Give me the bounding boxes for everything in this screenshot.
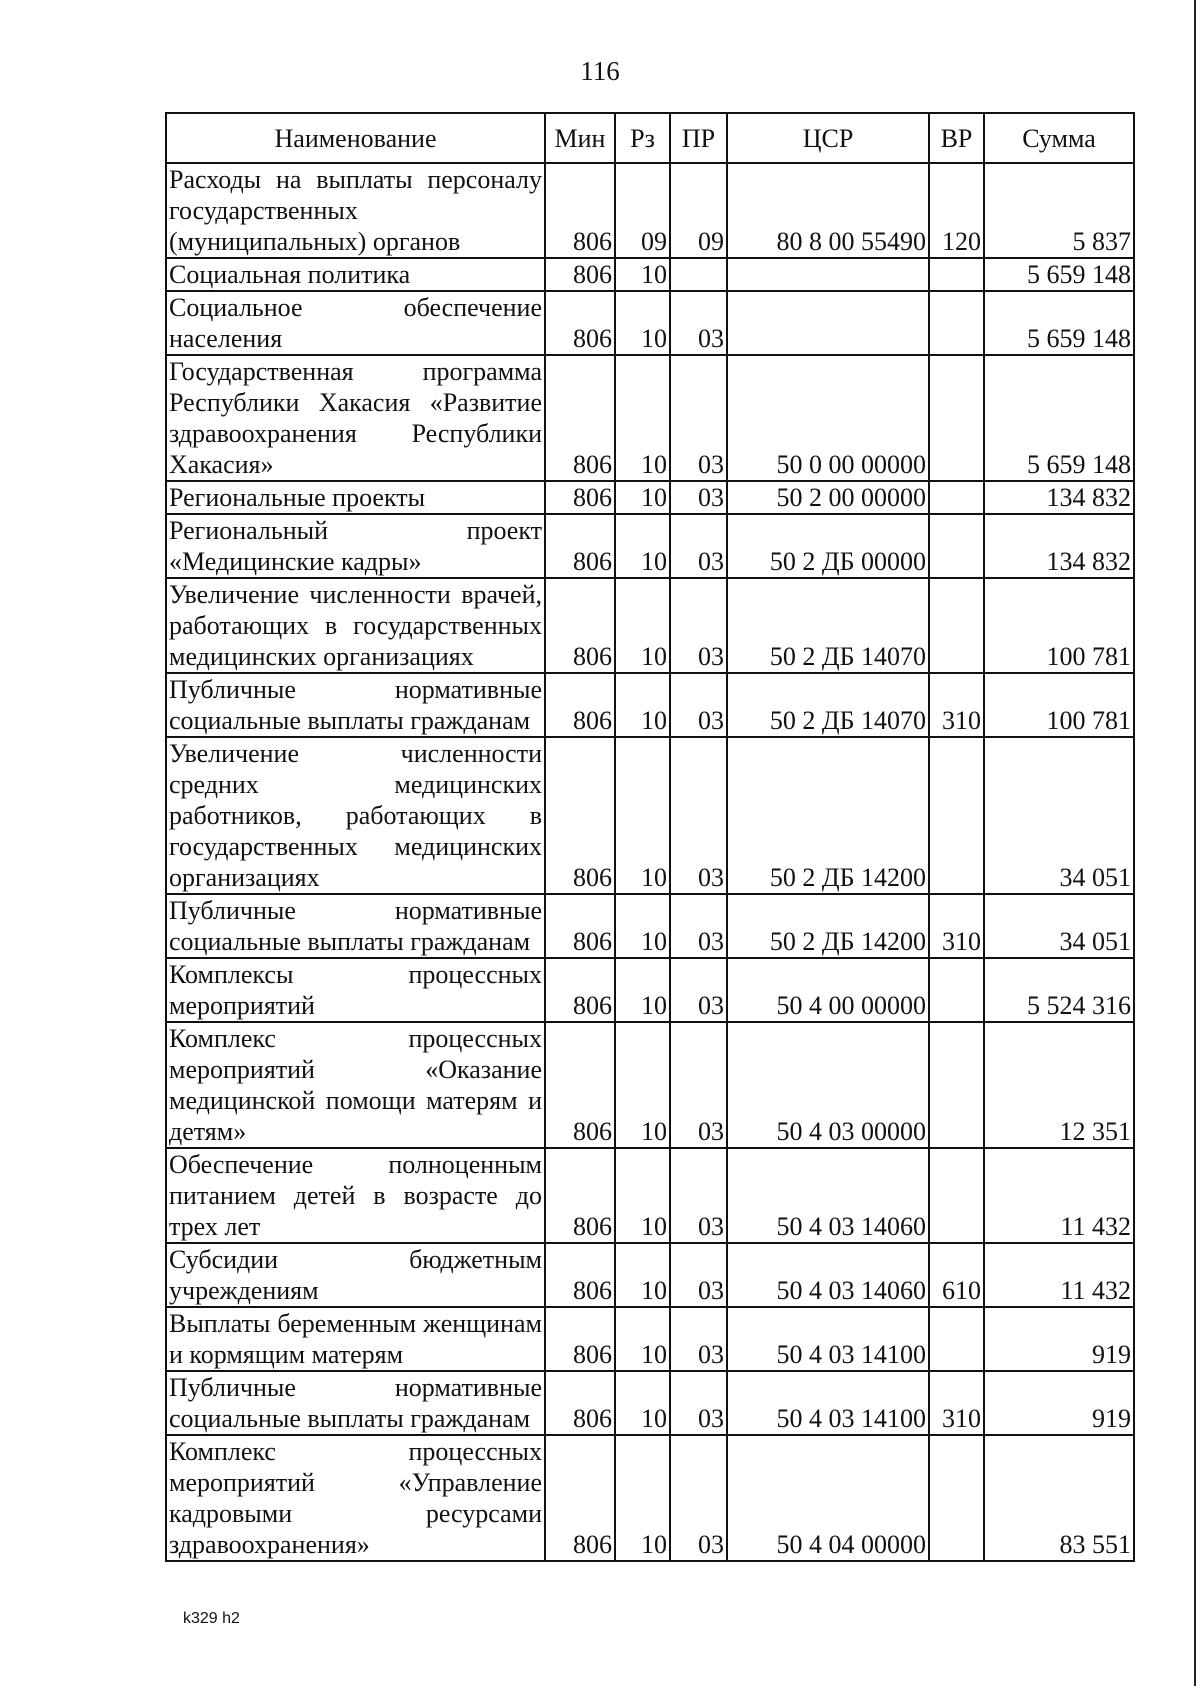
cell-rz: 10 xyxy=(615,291,670,355)
cell-csr: 50 4 03 14060 xyxy=(727,1148,929,1243)
cell-rz: 10 xyxy=(615,673,670,737)
table-row xyxy=(166,737,1134,894)
table-header-row xyxy=(166,113,1134,163)
cell-name: Комплекс процессных мероприятий «Оказание медицинской помощи матерям и детям» xyxy=(166,1022,545,1148)
cell-pr: 03 xyxy=(670,673,727,737)
cell-vr: 310 xyxy=(929,1371,984,1435)
table-row xyxy=(166,481,1134,514)
table-row xyxy=(166,1435,1134,1561)
cell-csr: 50 2 ДБ 14070 xyxy=(727,578,929,673)
cell-pr xyxy=(670,258,727,291)
cell-csr: 50 2 ДБ 14070 xyxy=(727,673,929,737)
cell-rz: 10 xyxy=(615,737,670,894)
cell-csr: 50 2 ДБ 14200 xyxy=(727,894,929,958)
cell-rz: 10 xyxy=(615,1371,670,1435)
footer-code: k329 h2 xyxy=(183,1610,240,1627)
cell-name: Региональные проекты xyxy=(166,481,545,514)
cell-csr xyxy=(727,258,929,291)
cell-vr xyxy=(929,737,984,894)
cell-csr: 50 4 04 00000 xyxy=(727,1435,929,1561)
cell-csr: 50 4 03 14100 xyxy=(727,1307,929,1371)
cell-vr xyxy=(929,1435,984,1561)
cell-min: 806 xyxy=(545,258,615,291)
cell-min: 806 xyxy=(545,894,615,958)
header-vr: ВР xyxy=(929,113,984,163)
cell-vr: 120 xyxy=(929,163,984,258)
cell-rz: 10 xyxy=(615,958,670,1022)
table-row xyxy=(166,258,1134,291)
cell-min: 806 xyxy=(545,163,615,258)
cell-min: 806 xyxy=(545,1371,615,1435)
cell-min: 806 xyxy=(545,1307,615,1371)
page-number: 116 xyxy=(580,56,620,86)
cell-rz: 10 xyxy=(615,258,670,291)
cell-sum: 11 432 xyxy=(984,1148,1134,1243)
cell-name: Социальное обеспечение населения xyxy=(166,291,545,355)
cell-min: 806 xyxy=(545,1435,615,1561)
cell-pr: 03 xyxy=(670,1371,727,1435)
table-row xyxy=(166,1022,1134,1148)
cell-min: 806 xyxy=(545,514,615,578)
cell-csr: 50 0 00 00000 xyxy=(727,355,929,481)
cell-csr: 50 4 03 14060 xyxy=(727,1243,929,1307)
cell-pr: 03 xyxy=(670,514,727,578)
cell-csr xyxy=(727,291,929,355)
cell-vr xyxy=(929,514,984,578)
table-row xyxy=(166,355,1134,481)
cell-name: Государственная программа Республики Хакасия «Развитие здравоохранения Республики Хакасия» xyxy=(166,355,545,481)
cell-min: 806 xyxy=(545,958,615,1022)
cell-name: Выплаты беременным женщинам и кормящим матерям xyxy=(166,1307,545,1371)
cell-name: Комплексы процессных мероприятий xyxy=(166,958,545,1022)
cell-csr: 50 4 03 14100 xyxy=(727,1371,929,1435)
cell-sum: 5 524 316 xyxy=(984,958,1134,1022)
cell-rz: 10 xyxy=(615,1243,670,1307)
cell-sum: 919 xyxy=(984,1307,1134,1371)
cell-name: Публичные нормативные социальные выплаты гражданам xyxy=(166,673,545,737)
cell-sum: 34 051 xyxy=(984,737,1134,894)
cell-vr xyxy=(929,1022,984,1148)
cell-rz: 10 xyxy=(615,514,670,578)
table-row xyxy=(166,1243,1134,1307)
cell-vr: 310 xyxy=(929,673,984,737)
table-row xyxy=(166,673,1134,737)
cell-vr xyxy=(929,291,984,355)
cell-rz: 10 xyxy=(615,894,670,958)
cell-csr: 50 2 ДБ 00000 xyxy=(727,514,929,578)
cell-min: 806 xyxy=(545,673,615,737)
cell-name: Публичные нормативные социальные выплаты гражданам xyxy=(166,1371,545,1435)
cell-rz: 10 xyxy=(615,355,670,481)
cell-name: Региональный проект «Медицинские кадры» xyxy=(166,514,545,578)
cell-min: 806 xyxy=(545,1243,615,1307)
cell-pr: 03 xyxy=(670,1022,727,1148)
cell-csr: 50 4 03 00000 xyxy=(727,1022,929,1148)
cell-sum: 100 781 xyxy=(984,673,1134,737)
cell-rz: 10 xyxy=(615,1435,670,1561)
cell-sum: 11 432 xyxy=(984,1243,1134,1307)
cell-min: 806 xyxy=(545,291,615,355)
cell-csr: 50 2 00 00000 xyxy=(727,481,929,514)
cell-name: Обеспечение полноценным питанием детей в возрасте до трех лет xyxy=(166,1148,545,1243)
cell-min: 806 xyxy=(545,1148,615,1243)
table-row xyxy=(166,958,1134,1022)
cell-sum: 83 551 xyxy=(984,1435,1134,1561)
cell-pr: 03 xyxy=(670,578,727,673)
header-csr: ЦСР xyxy=(727,113,929,163)
cell-pr: 03 xyxy=(670,291,727,355)
cell-min: 806 xyxy=(545,1022,615,1148)
cell-sum: 34 051 xyxy=(984,894,1134,958)
cell-name: Комплекс процессных мероприятий «Управление кадровыми ресурсами здравоохранения» xyxy=(166,1435,545,1561)
cell-csr: 80 8 00 55490 xyxy=(727,163,929,258)
cell-name: Увеличение численности средних медицинских работников, работающих в государственных медицинских организациях xyxy=(166,737,545,894)
cell-pr: 03 xyxy=(670,1435,727,1561)
cell-pr: 03 xyxy=(670,958,727,1022)
cell-pr: 03 xyxy=(670,355,727,481)
header-min: Мин xyxy=(545,113,615,163)
cell-pr: 03 xyxy=(670,894,727,958)
header-rz: Рз xyxy=(615,113,670,163)
budget-table xyxy=(165,112,1135,1562)
cell-pr: 03 xyxy=(670,737,727,894)
table-row xyxy=(166,291,1134,355)
cell-vr xyxy=(929,1307,984,1371)
cell-vr xyxy=(929,578,984,673)
cell-csr: 50 4 00 00000 xyxy=(727,958,929,1022)
table-row xyxy=(166,163,1134,258)
cell-name: Публичные нормативные социальные выплаты гражданам xyxy=(166,894,545,958)
cell-min: 806 xyxy=(545,578,615,673)
cell-pr: 03 xyxy=(670,1148,727,1243)
page-edge-line xyxy=(1194,0,1196,1686)
cell-pr: 09 xyxy=(670,163,727,258)
cell-rz: 10 xyxy=(615,1148,670,1243)
cell-min: 806 xyxy=(545,355,615,481)
cell-pr: 03 xyxy=(670,1307,727,1371)
table-row xyxy=(166,1148,1134,1243)
cell-sum: 134 832 xyxy=(984,514,1134,578)
cell-sum: 12 351 xyxy=(984,1022,1134,1148)
cell-sum: 100 781 xyxy=(984,578,1134,673)
cell-vr xyxy=(929,481,984,514)
table-row xyxy=(166,578,1134,673)
header-name: Наименование xyxy=(166,113,545,163)
cell-sum: 5 659 148 xyxy=(984,258,1134,291)
cell-pr: 03 xyxy=(670,481,727,514)
cell-sum: 919 xyxy=(984,1371,1134,1435)
table-row xyxy=(166,1371,1134,1435)
cell-vr xyxy=(929,258,984,291)
cell-rz: 10 xyxy=(615,1022,670,1148)
cell-name: Субсидии бюджетным учреждениям xyxy=(166,1243,545,1307)
cell-name: Расходы на выплаты персоналу государственных (муниципальных) органов xyxy=(166,163,545,258)
cell-sum: 5 837 xyxy=(984,163,1134,258)
cell-vr: 610 xyxy=(929,1243,984,1307)
table-body xyxy=(166,163,1134,1561)
cell-vr: 310 xyxy=(929,894,984,958)
cell-min: 806 xyxy=(545,481,615,514)
cell-vr xyxy=(929,1148,984,1243)
cell-vr xyxy=(929,355,984,481)
cell-name: Социальная политика xyxy=(166,258,545,291)
cell-sum: 5 659 148 xyxy=(984,355,1134,481)
cell-sum: 5 659 148 xyxy=(984,291,1134,355)
header-sum: Сумма xyxy=(984,113,1134,163)
table-row xyxy=(166,894,1134,958)
cell-vr xyxy=(929,958,984,1022)
cell-rz: 09 xyxy=(615,163,670,258)
cell-sum: 134 832 xyxy=(984,481,1134,514)
cell-csr: 50 2 ДБ 14200 xyxy=(727,737,929,894)
cell-pr: 03 xyxy=(670,1243,727,1307)
header-pr: ПР xyxy=(670,113,727,163)
table-row xyxy=(166,1307,1134,1371)
cell-rz: 10 xyxy=(615,1307,670,1371)
cell-min: 806 xyxy=(545,737,615,894)
table-row xyxy=(166,514,1134,578)
cell-name: Увеличение численности врачей, работающих в государственных медицинских организациях xyxy=(166,578,545,673)
cell-rz: 10 xyxy=(615,481,670,514)
cell-rz: 10 xyxy=(615,578,670,673)
